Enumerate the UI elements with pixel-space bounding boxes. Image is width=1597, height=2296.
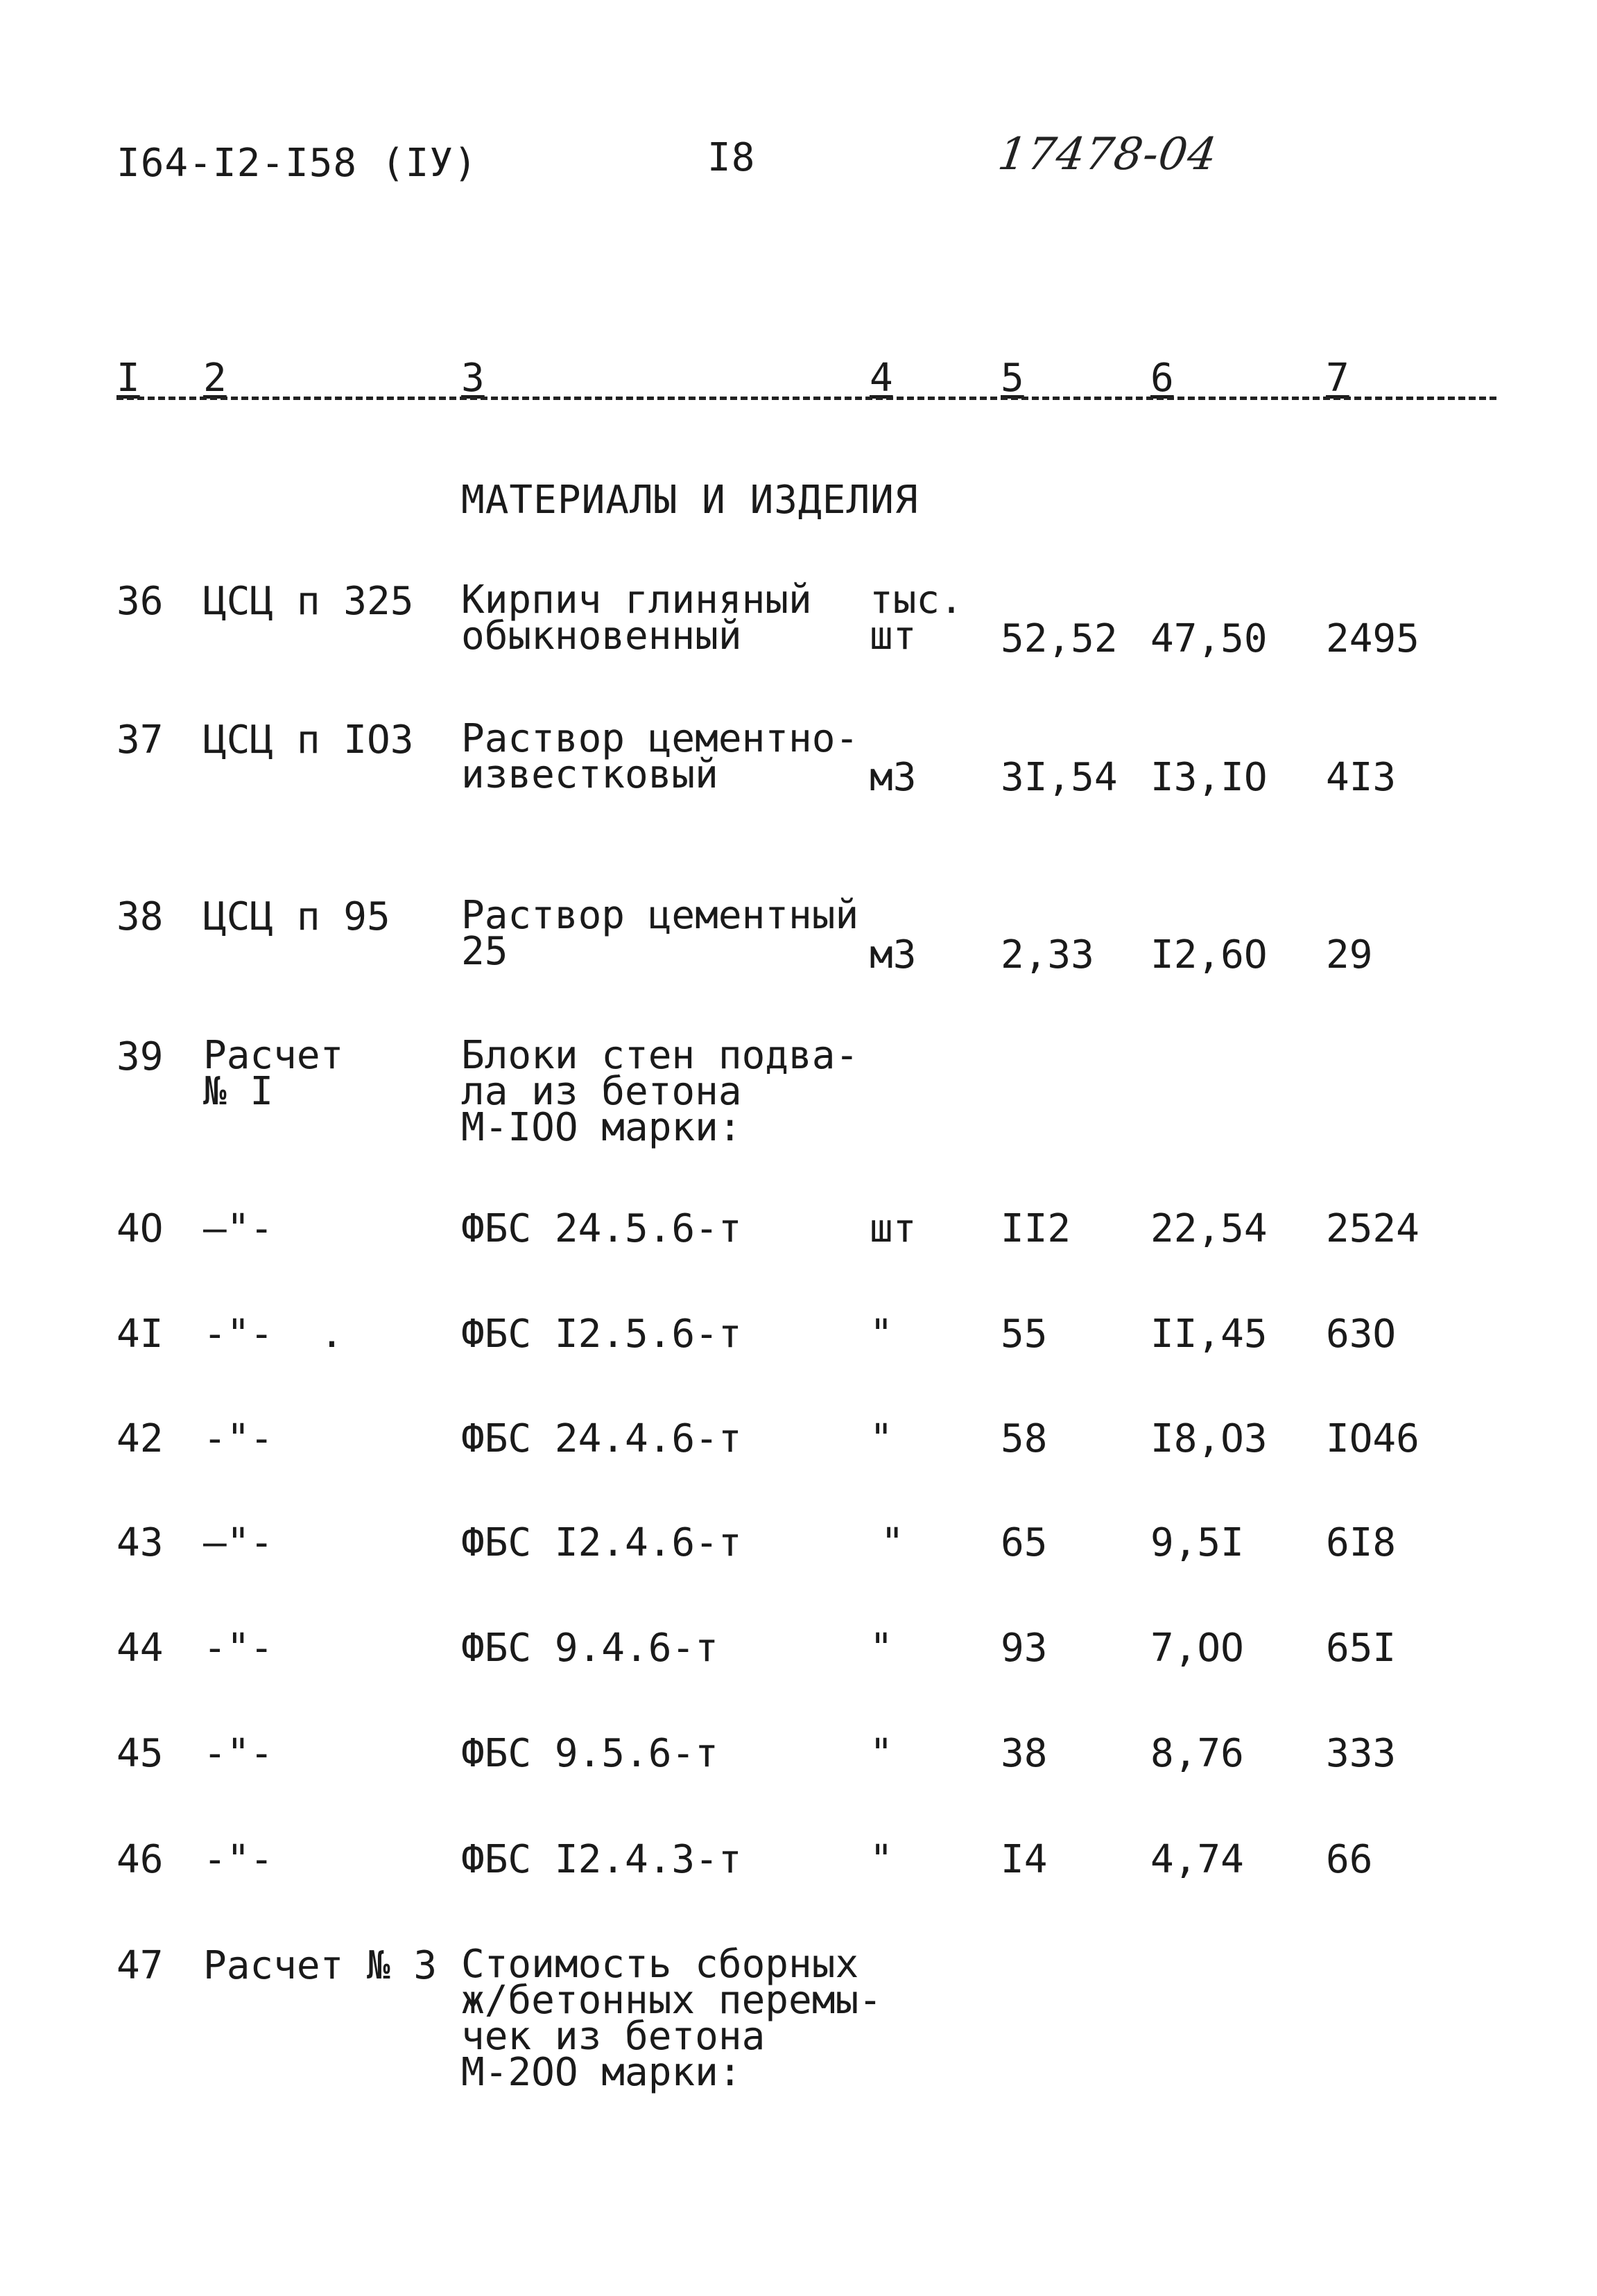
row-price: 8,76 [1150,1731,1244,1776]
row-price: I8,О3 [1150,1416,1268,1461]
row-name: Кирпич глиняный обыкновенный [461,577,812,659]
row-number: 47 [116,1943,164,1988]
document-code: I64-I2-I58 (IУ) [116,141,478,186]
row-total: 6I8 [1326,1520,1397,1565]
row-name: ФБС I2.4.3-т [461,1837,742,1882]
column-number-7: 7 [1326,356,1349,401]
column-number-3: 3 [461,356,485,401]
row-price: I2,6О [1150,932,1268,977]
row-name-text: Раствор цементный 25 [461,893,859,974]
row-name: ФБС 9.5.6-т [461,1731,718,1776]
row-price: 47,50 [1150,616,1268,661]
row-unit: шт [870,1206,917,1251]
row-reference: ЦСЦ п 325 [203,579,414,624]
row-reference: Расчет № I [203,1033,344,1114]
row-name: Блоки стен подва- ла из бетона М-IОО марки: [461,1033,859,1150]
row-number: 42 [116,1416,164,1461]
row-reference: ЦСЦ п IО3 [203,718,414,763]
row-name: ФБС I2.4.6-т [461,1520,742,1565]
row-reference: -"- [203,1416,274,1461]
row-quantity: 65 [1001,1520,1048,1565]
row-total: 63О [1326,1312,1397,1357]
column-number-2: 2 [203,356,227,401]
row-quantity: 52,52 [1001,616,1118,661]
row-unit: м3 [870,755,917,800]
row-number: 36 [116,579,164,624]
row-number: 43 [116,1520,164,1565]
row-name: ФБС I2.5.6-т [461,1312,742,1357]
row-name: Стоимость сборных ж/бетонных перемы- чек из бетона М-2ОО марки: [461,1942,882,2095]
row-number: 4I [116,1312,164,1357]
row-price: II,45 [1150,1312,1268,1357]
row-quantity: 55 [1001,1312,1048,1357]
row-total: IО46 [1326,1416,1419,1461]
row-name [461,893,859,974]
row-name: ФБС 24.4.6-т [461,1416,742,1461]
page-number: I8 [707,135,756,180]
row-total: 66 [1326,1837,1373,1882]
row-reference: ЦСЦ п 95 [203,894,390,939]
row-unit: " [870,1416,893,1461]
header-dashed-rule [116,397,1496,400]
row-reference: -"- [203,1626,274,1671]
row-quantity: 3I,54 [1001,755,1118,800]
row-unit: " [870,1312,893,1357]
handwritten-number: 17478-04 [994,129,1220,180]
row-unit: " [870,1837,893,1882]
row-reference: Расчет № 3 [203,1943,438,1988]
row-quantity: 2,33 [1001,932,1094,977]
row-price: 22,54 [1150,1206,1268,1251]
row-price: 4,74 [1150,1837,1244,1882]
row-unit: тыс. шт [870,577,963,659]
row-reference: —"- [203,1520,274,1565]
row-quantity: 58 [1001,1416,1048,1461]
section-title: МАТЕРИАЛЫ И ИЗДЕЛИЯ [461,478,919,523]
row-quantity: 38 [1001,1731,1048,1776]
row-reference: —"- [203,1206,274,1251]
row-number: 46 [116,1837,164,1882]
row-unit: " [870,1626,893,1671]
row-price: 7,ОО [1150,1626,1244,1671]
row-number: 37 [116,718,164,763]
row-name: Раствор цементно- известковый [461,716,859,797]
row-reference: -"- . [203,1312,344,1357]
row-price: 9,5I [1150,1520,1244,1565]
row-total: 65I [1326,1626,1397,1671]
row-number: 38 [116,894,164,939]
row-name: ФБС 9.4.6-т [461,1626,718,1671]
row-quantity: 93 [1001,1626,1048,1671]
column-number-6: 6 [1150,356,1174,401]
row-total: 4I3 [1326,755,1397,800]
row-reference: -"- [203,1837,274,1882]
row-number: 39 [116,1034,164,1079]
row-total: 333 [1326,1731,1397,1776]
row-total: 29 [1326,932,1373,977]
row-total: 2524 [1326,1206,1419,1251]
row-quantity: II2 [1001,1206,1071,1251]
column-number-5: 5 [1001,356,1024,401]
row-number: 4О [116,1206,164,1251]
row-unit: " [870,1731,893,1776]
row-unit: м3 [870,932,917,977]
row-price: I3,IО [1150,755,1268,800]
column-number-1: I [116,356,140,401]
row-number: 45 [116,1731,164,1776]
row-unit: " [881,1520,904,1565]
column-number-4: 4 [870,356,893,401]
row-number: 44 [116,1626,164,1671]
row-reference: -"- [203,1731,274,1776]
row-name: ФБС 24.5.6-т [461,1206,742,1251]
row-quantity: I4 [1001,1837,1048,1882]
row-total: 2495 [1326,616,1419,661]
